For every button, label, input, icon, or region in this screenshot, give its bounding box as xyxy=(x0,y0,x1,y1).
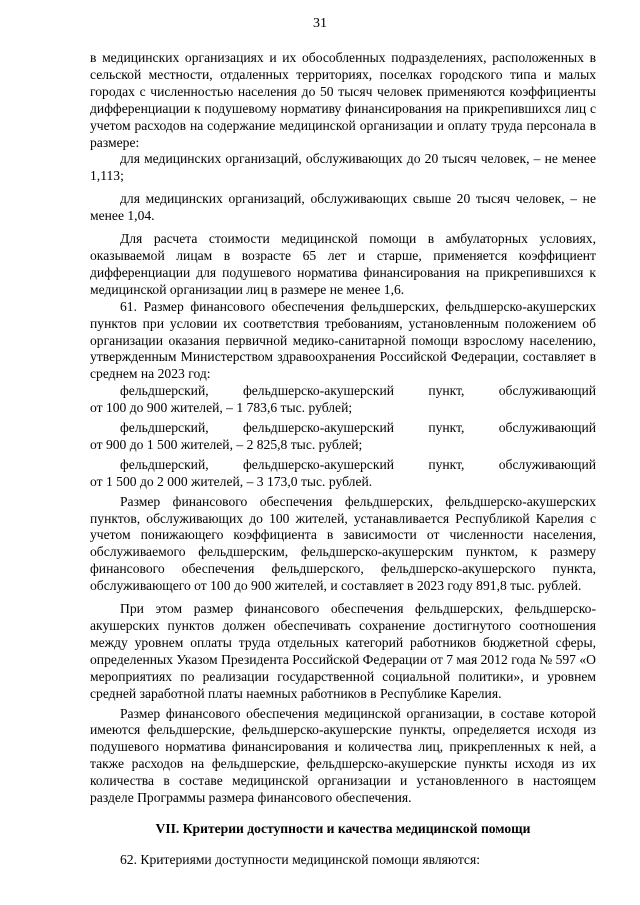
fap-line-3-tail: от 1 500 до 2 000 жителей, – 3 173,0 тыс. рублей. xyxy=(90,473,373,489)
paragraph-age-65-coefficient: Для расчета стоимости медицинской помощи в амбулаторных условиях, оказываемой лицам в возрасте 65 лет и старше, применяется коэффициент дифференциации для подушевого норматива финансирования на прикрепившихся к медицинской организации лиц в размере не менее 1,6. xyxy=(90,231,596,297)
fap-line-1-head: фельдшерский, фельдшерско-акушерский пункт, обслуживающий xyxy=(120,383,596,399)
fap-line-2-head: фельдшерский, фельдшерско-акушерский пункт, обслуживающий xyxy=(120,420,596,436)
paragraph-organization-funding: Размер финансового обеспечения медицинской организации, в составе которой имеются фельдшерские, фельдшерско-акушерские пункты, определяется исходя из подушевого норматива финансирования и количества лиц, прикрепленных к ней, а также расходов на фельдшерские, фельдшерско-акушерские пункты исходя из их количества в составе медицинской организации и установленного в настоящем разделе Программы размера финансового обеспечения. xyxy=(90,705,596,806)
paragraph-item-61: 61. Размер финансового обеспечения фельдшерских, фельдшерско-акушерских пунктов при условии их соответствия требованиям, установленным положением об организации оказания первичной медико-санитарной помощи взрослому населению, утвержденным Министерством здравоохранения Российской Федерации, составляет в среднем на 2023 год: xyxy=(90,298,596,382)
paragraph-under-100-residents: Размер финансового обеспечения фельдшерских, фельдшерско-акушерских пунктов, обслуживающих до 100 жителей, устанавливается Республикой Карелия с учетом понижающего коэффициента в зависимости от численности населения, обслуживаемого фельдшерским, фельдшерско-акушерским пунктом, к размеру финансового обеспечения фельдшерского, фельдшерско-акушерского пункта, обслуживающего от 100 до 900 жителей, и составляет в 2023 году 891,8 тыс. рублей. xyxy=(90,493,596,594)
page-number: 31 xyxy=(313,16,327,31)
document-body xyxy=(90,50,596,869)
fap-line-2-tail: от 900 до 1 500 жителей, – 2 825,8 тыс. рублей; xyxy=(90,436,363,452)
paragraph-up-to-20k: для медицинских организаций, обслуживающих до 20 тысяч человек, – не менее 1,113; xyxy=(90,151,596,184)
paragraph-over-20k: для медицинских организаций, обслуживающих свыше 20 тысяч человек, – не менее 1,04. xyxy=(90,191,596,224)
paragraph-item-62: 62. Критериями доступности медицинской помощи являются: xyxy=(120,851,480,867)
paragraph-salary-ratio: При этом размер финансового обеспечения фельдшерских, фельдшерско-акушерских пунктов должен обеспечивать сохранение достигнутого соотношения между уровнем оплаты труда отдельных категорий работников бюджетной сферы, определенных Указом Президента Российской Федерации от 7 мая 2012 года № 597 «О мероприятиях по реализации государственной социальной политики», и уровнем средней заработной платы наемных работников в Республике Карелия. xyxy=(90,601,596,701)
fap-line-3-head: фельдшерский, фельдшерско-акушерский пункт, обслуживающий xyxy=(120,456,596,472)
fap-line-1-tail: от 100 до 900 жителей, – 1 783,6 тыс. рублей; xyxy=(90,400,353,416)
paragraph-differentiation-coefficients: в медицинских организациях и их обособленных подразделениях, расположенных в сельской местности, отдаленных территориях, поселках городского типа и малых городах с численностью населения до 50 тысяч человек применяются коэффициенты дифференциации к подушевому нормативу финансирования на прикрепившихся лиц с учетом расходов на содержание медицинской организации и оплату труда персонала в размере: xyxy=(90,50,596,150)
section-title: VII. Критерии доступности и качества медицинской помощи xyxy=(155,820,531,836)
